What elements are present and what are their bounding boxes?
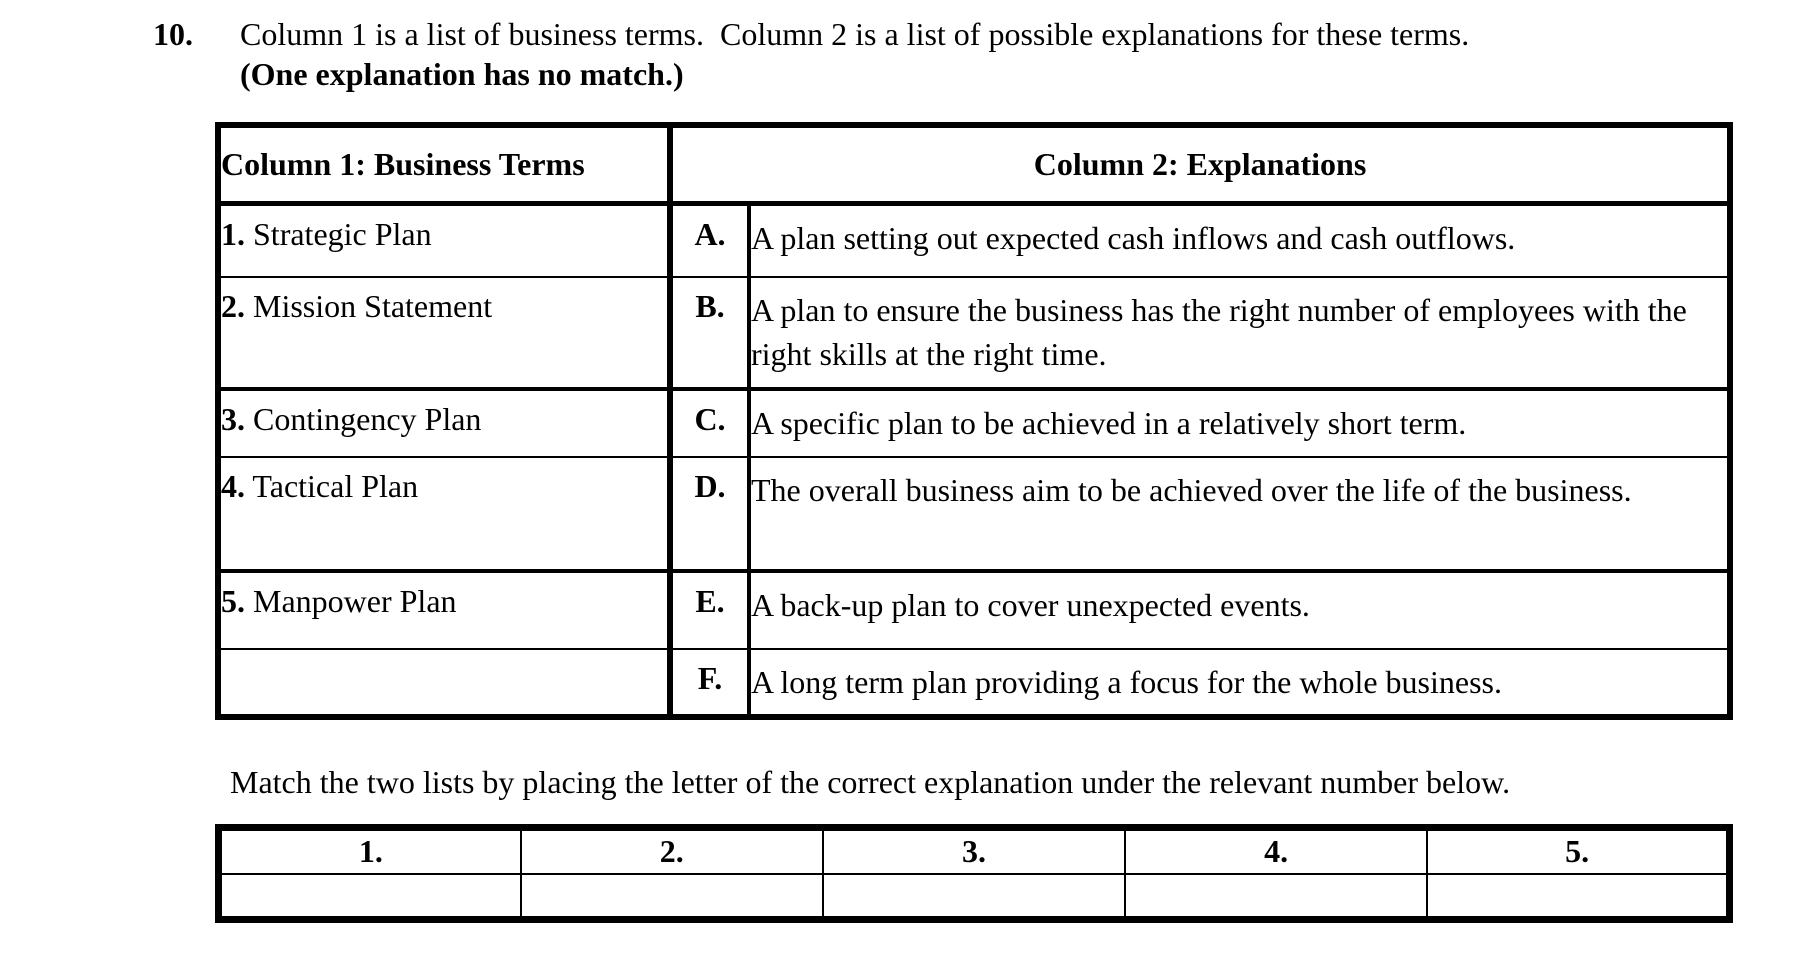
answer-header-row <box>219 828 1730 874</box>
answer-header-cell: 3. <box>823 828 1125 874</box>
term-cell <box>218 277 670 389</box>
term-number: 4. <box>221 468 245 504</box>
question-text: Column 1 is a list of business terms. Column 2 is a list of possible explanations for these terms. <box>240 16 1470 52</box>
question-number: 10. <box>153 16 193 52</box>
answer-blank-row <box>219 874 1730 920</box>
explanation-cell: A plan to ensure the business has the right number of employees with the right skills at the right time. <box>749 277 1730 389</box>
question-text-block <box>240 14 1469 94</box>
term-label: Manpower Plan <box>253 583 457 619</box>
answer-header-cell: 5. <box>1427 828 1729 874</box>
letter-cell: F. <box>670 649 749 717</box>
explanation-cell: A long term plan providing a focus for the whole business. <box>751 664 1502 700</box>
table-row <box>218 649 1730 717</box>
term-label: Mission Statement <box>253 288 493 324</box>
term-number: 5. <box>221 583 245 619</box>
answer-table <box>215 824 1733 923</box>
term-cell <box>218 389 670 457</box>
term-cell <box>218 571 670 649</box>
term-cell-empty <box>218 649 670 717</box>
col2-header: Column 2: Explanations <box>670 125 1730 203</box>
explanation-cell: A back-up plan to cover unexpected events. <box>749 571 1730 649</box>
letter-cell: A. <box>670 203 749 277</box>
term-cell <box>218 203 670 277</box>
table-row <box>218 203 1730 277</box>
explanation-cell: A plan setting out expected cash inflows and cash outflows. <box>749 203 1730 277</box>
table-row <box>218 571 1730 649</box>
explanation-cell: The overall business aim to be achieved over the life of the business. <box>749 457 1730 571</box>
table-row <box>218 277 1730 389</box>
answer-input-cell[interactable] <box>823 874 1125 920</box>
answer-input-cell[interactable] <box>219 874 521 920</box>
letter-cell: B. <box>670 277 749 389</box>
term-label: Strategic Plan <box>253 215 432 252</box>
answer-header-cell: 1. <box>219 828 521 874</box>
term-number: 3. <box>221 401 245 437</box>
term-number: 1. <box>221 215 245 252</box>
table-row <box>218 389 1730 457</box>
answer-input-cell[interactable] <box>1427 874 1729 920</box>
answer-header-cell: 4. <box>1125 828 1427 874</box>
term-label: Tactical Plan <box>252 468 419 504</box>
col1-header: Column 1: Business Terms <box>218 125 670 203</box>
letter-cell: E. <box>670 571 749 649</box>
answer-header-cell: 2. <box>521 828 823 874</box>
matching-table <box>215 122 1733 720</box>
table-row <box>218 457 1730 571</box>
letter-cell: C. <box>670 389 749 457</box>
answer-input-cell[interactable] <box>1125 874 1427 920</box>
letter-cell: D. <box>670 457 749 571</box>
term-label: Contingency Plan <box>253 401 482 437</box>
question-note: (One explanation has no match.) <box>240 56 684 92</box>
explanation-cell: A specific plan to be achieved in a relatively short term. <box>749 389 1730 457</box>
matching-table-header-row <box>218 125 1730 203</box>
term-number: 2. <box>221 288 245 324</box>
question-header <box>153 14 1818 94</box>
term-cell <box>218 457 670 571</box>
instruction-text: Match the two lists by placing the letter of the correct explanation under the relevant number below. <box>230 764 1511 800</box>
answer-input-cell[interactable] <box>521 874 823 920</box>
